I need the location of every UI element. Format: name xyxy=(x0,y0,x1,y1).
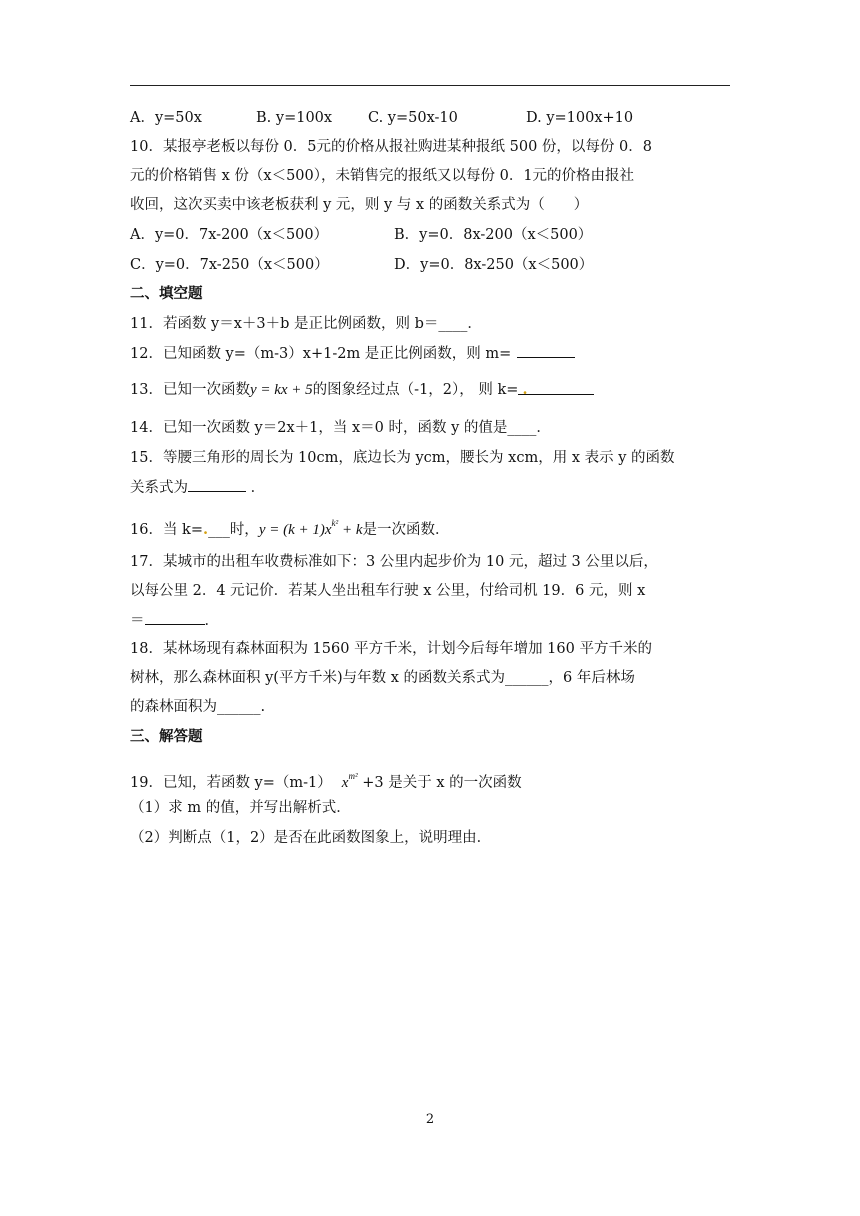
q9-option-d: D. y=100x+10 xyxy=(526,110,634,126)
q18-line3: 的森林面积为______. xyxy=(130,699,266,715)
q13-marker-dot: . xyxy=(522,381,528,398)
q19-part1: （1）求 m 的值，并写出解析式． xyxy=(130,800,351,816)
q13-prefix: 13．已知一次函数 xyxy=(130,382,250,398)
q16-formula-tail: + k xyxy=(338,522,363,538)
q17-end: ． xyxy=(204,613,219,629)
q10-line1: 10．某报亭老板以每份 0．5元的价格从报社购进某种报纸 500 份，以每份 0．8 xyxy=(130,139,652,155)
q17-line2: 以每公里 2．4 元记价．若某人坐出租车行驶 x 公里，付给司机 19．6 元，则 x xyxy=(130,583,646,599)
q14: 14．已知一次函数 y＝2x＋1，当 x＝0 时，函数 y 的值是____． xyxy=(130,420,551,436)
q19 xyxy=(130,766,522,793)
q15-line1: 15．等腰三角形的周长为 10cm，底边长为 ycm，腰长为 xcm，用 x 表示 y 的函数 xyxy=(130,450,675,466)
q15-answer-blank xyxy=(188,477,246,492)
q13-formula: y = kx + 5 xyxy=(249,382,313,398)
q11: 11．若函数 y＝x＋3＋b 是正比例函数，则 b＝____． xyxy=(130,316,482,332)
q9-option-b: B. y=100x xyxy=(256,110,333,126)
q12-answer-blank xyxy=(517,343,575,358)
q19-formula-exponent: m² xyxy=(348,771,358,781)
q17-answer-blank xyxy=(145,610,205,625)
q10-line3: 收回，这次买卖中该老板获利 y 元，则 y 与 x 的函数关系式为（ ） xyxy=(130,197,589,213)
q19-suffix: +3 是关于 x 的一次函数 xyxy=(357,775,522,791)
q16-mid: 时， xyxy=(229,522,259,538)
q10-option-c: C．y=0．7x-250（x＜500） xyxy=(130,257,329,273)
q13 xyxy=(130,380,594,400)
q16-blank: ___ xyxy=(208,522,230,538)
q16-prefix: 16．当 k= xyxy=(130,522,203,538)
q17-line1: 17．某城市的出租车收费标准如下：3 公里内起步价为 10 元，超过 3 公里以后， xyxy=(130,554,658,570)
q12-text: 12．已知函数 y=（m-3）x+1-2m 是正比例函数，则 m= xyxy=(130,346,512,362)
q15-text: 关系式为 xyxy=(130,480,188,496)
section-answer-heading: 三、解答题 xyxy=(130,729,203,745)
q16-formula xyxy=(258,518,363,538)
q17-line3 xyxy=(130,610,219,631)
q10-option-a: A．y=0．7x-200（x＜500） xyxy=(130,227,329,243)
section-fill-in-heading: 二、填空题 xyxy=(130,286,203,302)
q19-part2: （2）判断点（1，2）是否在此函数图象上，说明理由． xyxy=(130,830,492,846)
q19-formula-base: x xyxy=(341,775,349,791)
q19-prefix: 19．已知，若函数 y=（m-1） xyxy=(130,775,332,791)
q15-line2 xyxy=(130,477,265,498)
q13-answer-blank xyxy=(518,380,594,398)
q16 xyxy=(130,513,450,540)
header-rule xyxy=(130,85,730,86)
q16-suffix: 是一次函数． xyxy=(362,522,450,538)
q9-option-a: A．y=50x xyxy=(130,110,202,126)
q12 xyxy=(130,343,575,364)
q10-option-b: B．y=0．8x-200（x＜500） xyxy=(394,227,593,243)
q10-option-d: D．y=0．8x-250（x＜500） xyxy=(394,257,594,273)
q16-marker-dot: . xyxy=(203,521,209,538)
q15-end: ． xyxy=(246,480,266,496)
page-number: 2 xyxy=(425,1112,435,1127)
q18-line1: 18．某林场现有森林面积为 1560 平方千米，计划今后每年增加 160 平方千米的 xyxy=(130,641,652,657)
q19-formula xyxy=(341,771,358,791)
q18-line2: 树林，那么森林面积 y(平方千米)与年数 x 的函数关系式为______，6 年后林场 xyxy=(130,670,635,686)
q10-line2: 元的价格销售 x 份（x＜500），未销售完的报纸又以每份 0．1元的价格由报社 xyxy=(130,168,635,184)
q16-formula-main: y = (k + 1)x xyxy=(258,522,332,538)
q13-suffix: 的图象经过点（-1，2）， 则 k= xyxy=(312,382,519,398)
q17-equals: ＝ xyxy=(130,613,145,629)
q9-option-c: C. y=50x-10 xyxy=(368,110,458,126)
q16-formula-exponent: k² xyxy=(331,518,339,528)
